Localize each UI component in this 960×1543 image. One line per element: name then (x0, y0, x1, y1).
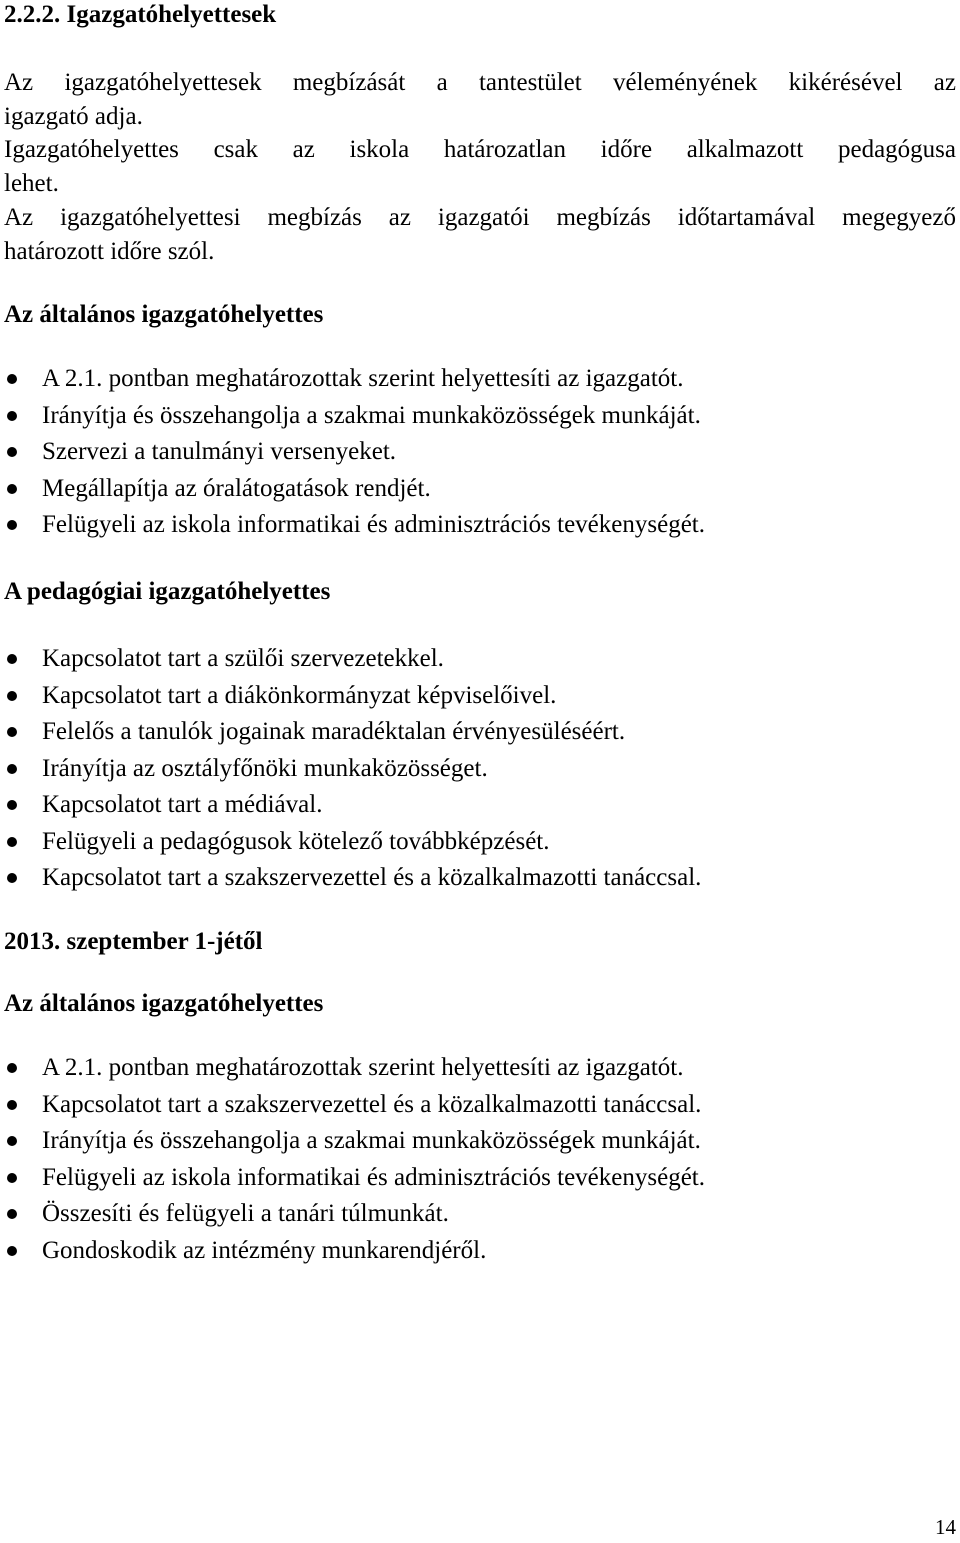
list-item (4, 434, 705, 471)
bullet-icon (7, 837, 17, 847)
list-item (4, 787, 701, 824)
intro-paragraph-2-line-1: Igazgatóhelyettes csak az iskola határozatlan időre alkalmazott pedagógusa (4, 136, 956, 163)
list-item (4, 641, 701, 678)
bullet-icon (7, 1173, 17, 1183)
section-heading: 2.2.2. Igazgatóhelyettesek (4, 1, 277, 28)
intro-paragraph-3-line-1: Az igazgatóhelyettesi megbízás az igazgatói megbízás időtartamával megegyező (4, 204, 956, 231)
list-item (4, 714, 701, 751)
list-item-text: Kapcsolatot tart a szakszervezettel és a közalkalmazotti tanáccsal. (42, 1090, 702, 1118)
bullet-icon (7, 484, 17, 494)
bullet-icon (7, 764, 17, 774)
list-item-text: Kapcsolatot tart a médiával. (42, 791, 323, 818)
list-item-text: Felügyeli a pedagógusok kötelező továbbképzését. (42, 827, 550, 855)
list-item-text: Megállapítja az óralátogatások rendjét. (42, 474, 431, 502)
bullet-icon (7, 1063, 17, 1073)
list-item-text: Gondoskodik az intézmény munkarendjéről. (42, 1236, 487, 1264)
list-item (4, 824, 701, 861)
bullet-icon (7, 873, 17, 883)
intro-paragraph-3-line-2: határozott időre szól. (4, 238, 215, 265)
list-item-text: Kapcsolatot tart a szakszervezettel és a közalkalmazotti tanáccsal. (42, 864, 702, 891)
bullet-icon (7, 800, 17, 810)
list-item-text: Felügyeli az iskola informatikai és adminisztrációs tevékenységét. (42, 1163, 705, 1191)
intro-paragraph-2-line-2: lehet. (4, 170, 59, 197)
pedagogical-deputy-list (4, 641, 701, 897)
page-number: 14 (935, 1515, 956, 1539)
bullet-icon (7, 520, 17, 530)
list-item-text: A 2.1. pontban meghatározottak szerint helyettesíti az igazgatót. (42, 1054, 684, 1081)
list-item-text: Irányítja az osztályfőnöki munkaközösséget. (42, 754, 488, 782)
list-item (4, 1123, 705, 1160)
from-2013-heading: 2013. szeptember 1-jétől (4, 928, 263, 955)
bullet-icon (7, 1136, 17, 1146)
general-deputy-heading: Az általános igazgatóhelyettes (4, 301, 324, 328)
bullet-icon (7, 727, 17, 737)
bullet-icon (7, 374, 17, 384)
list-item-text: Szervezi a tanulmányi versenyeket. (42, 438, 397, 465)
list-item (4, 1050, 705, 1087)
list-item-text: Kapcsolatot tart a diákönkormányzat képviselőivel. (42, 681, 557, 709)
intro-paragraph-2 (4, 133, 956, 201)
list-item-text: Kapcsolatot tart a szülői szervezetekkel. (42, 645, 444, 672)
list-item-text: Felelős a tanulók jogainak maradéktalan érvényesüléséért. (42, 718, 626, 745)
bullet-icon (7, 654, 17, 664)
list-item (4, 507, 705, 544)
list-item (4, 860, 701, 897)
list-item-text: Irányítja és összehangolja a szakmai munkaközösségek munkáját. (42, 401, 701, 429)
list-item (4, 471, 705, 508)
bullet-icon (7, 411, 17, 421)
list-item (4, 678, 701, 715)
list-item (4, 361, 705, 398)
list-item (4, 1087, 705, 1124)
list-item-text: Irányítja és összehangolja a szakmai munkaközösségek munkáját. (42, 1127, 701, 1154)
intro-paragraph-3 (4, 201, 956, 269)
list-item (4, 751, 701, 788)
from-2013-general-deputy-heading: Az általános igazgatóhelyettes (4, 990, 324, 1017)
list-item-text: Összesíti és felügyeli a tanári túlmunkát. (42, 1200, 449, 1227)
list-item (4, 1233, 705, 1270)
intro-paragraph-1 (4, 66, 956, 134)
list-item (4, 398, 705, 435)
intro-paragraph-1-line-1: Az igazgatóhelyettesek megbízását a tantestület véleményének kikérésével az (4, 69, 956, 96)
intro-paragraph-1-line-2: igazgató adja. (4, 103, 143, 130)
bullet-icon (7, 1209, 17, 1219)
list-item (4, 1196, 705, 1233)
list-item-text: Felügyeli az iskola informatikai és adminisztrációs tevékenységét. (42, 511, 705, 538)
from-2013-list (4, 1050, 705, 1269)
general-deputy-list (4, 361, 705, 544)
list-item-text: A 2.1. pontban meghatározottak szerint helyettesíti az igazgatót. (42, 365, 684, 392)
pedagogical-deputy-heading: A pedagógiai igazgatóhelyettes (4, 578, 331, 605)
bullet-icon (7, 447, 17, 457)
bullet-icon (7, 691, 17, 701)
bullet-icon (7, 1100, 17, 1110)
bullet-icon (7, 1246, 17, 1256)
list-item (4, 1160, 705, 1197)
